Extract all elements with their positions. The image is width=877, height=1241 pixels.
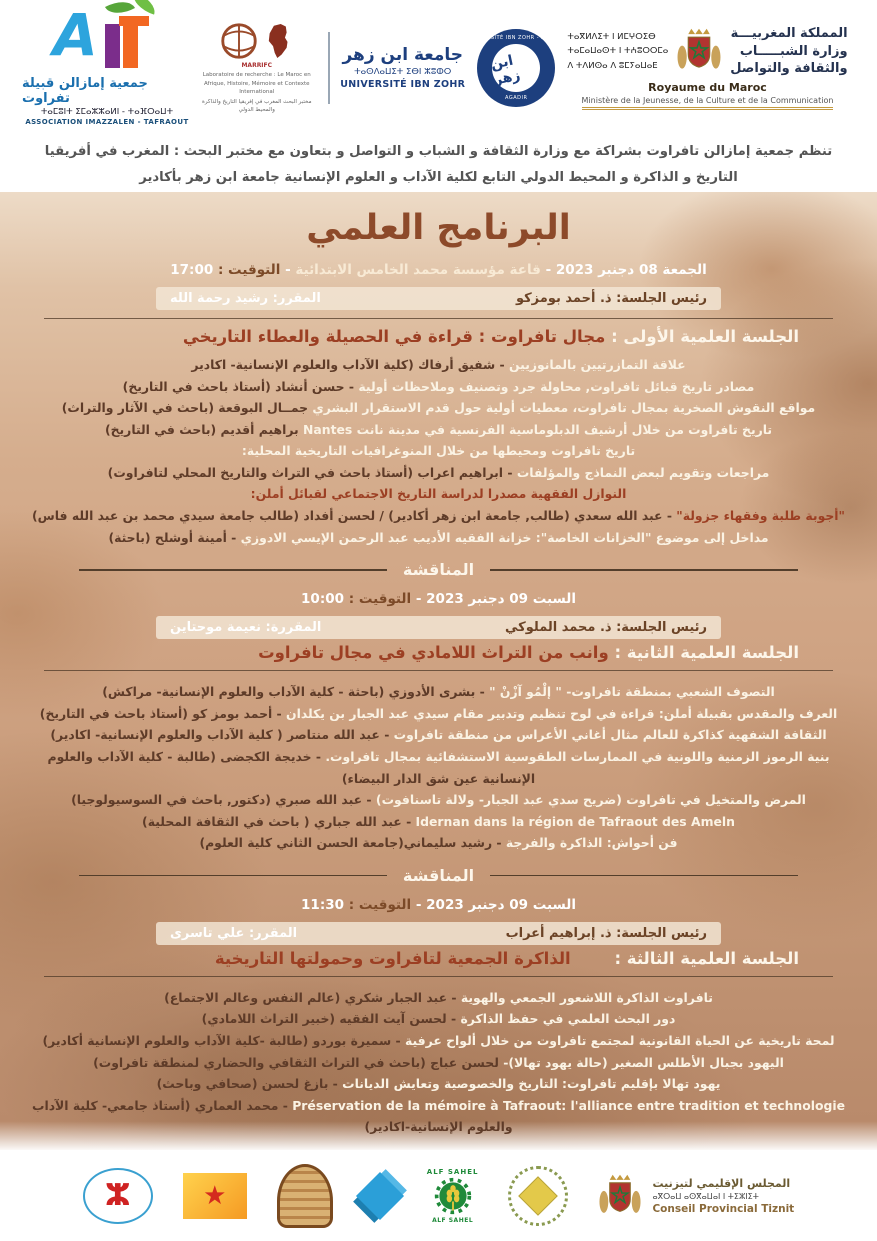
paper-item xyxy=(30,1030,847,1052)
seal-top-text: UNIVERSITÉ IBN ZOHR - AGADIR xyxy=(468,34,564,41)
program-title: البرنامج العلمي xyxy=(306,208,571,248)
ministry-logo-block xyxy=(560,25,855,110)
alf-sahel-bottom-text: ALF SAHEL xyxy=(432,1216,474,1224)
rapporteur-name: رشيد رحمة الله xyxy=(170,291,269,306)
association-name-english: ASSOCIATION IMAZZALEN - TAFRAOUT xyxy=(25,117,189,126)
session-2-title xyxy=(0,643,877,662)
paper-item xyxy=(30,789,847,811)
paper-speaker: جمــال البوقعة (باحث في الآثار والتراث) xyxy=(61,400,309,416)
paper-speaker: - عبد الله صبري (دكتور, باحث في السوسيولوجيا) xyxy=(71,792,372,808)
paper-speaker: - رشيد سليماني(جامعة الحسن الثاني كلية العلوم) xyxy=(199,835,502,851)
paper-item xyxy=(30,505,847,527)
separator-dash: - xyxy=(415,591,422,608)
tiznit-council-logo xyxy=(598,1170,794,1222)
paper-title: مراجعات وتقويم لبعض النماذج والمؤلفات xyxy=(516,464,770,480)
session-1 xyxy=(0,262,877,579)
paper-item xyxy=(30,987,847,1009)
session-1-officials-bar xyxy=(156,287,721,310)
paper-title: Préservation de la mémoire à Tafraout: l'alliance entre tradition et technologie xyxy=(292,1097,845,1113)
paper-item xyxy=(30,419,847,441)
university-seal xyxy=(468,29,564,107)
university-logo-block xyxy=(340,29,564,107)
paper-title: لمحة تاريخية عن الحياة القانونية لمجتمع تافراوت من خلال ألواح عرفية xyxy=(404,1032,835,1048)
program-body xyxy=(0,192,877,1150)
session-2-schedule xyxy=(0,591,877,607)
time-label: التوقيت : xyxy=(348,896,412,913)
red-star-icon: ★ xyxy=(183,1173,247,1219)
discussion-label: المناقشة xyxy=(402,560,475,580)
session-3-officials-bar xyxy=(156,922,721,945)
chair-name: ذ. إبراهيم أعراب xyxy=(505,925,612,941)
amazigh-culture-logo xyxy=(83,1168,153,1224)
emblem-core xyxy=(519,1176,559,1216)
time-label: التوقيت : xyxy=(348,591,412,608)
rapporteur-name: نعيمة موحتاين xyxy=(170,620,261,636)
ministry-arabic-line2: وزارة الشبـــــاب xyxy=(739,43,848,59)
paper-speaker: - عبد الجبار شكري (عالم النفس وعالم الاجتماع) xyxy=(164,989,457,1005)
paper-title: Idernan dans la région de Tafraout des Ameln xyxy=(415,813,735,829)
paper-item xyxy=(30,724,847,746)
paper-speaker: - سميرة بوردو (طالبة -كلية الآداب والعلوم الإنسانية أكادير) xyxy=(42,1032,401,1048)
university-name-tifinagh: ⵜⴰⵙⴷⴰⵡⵉⵜ ⵉⴱⵏ ⵣⵓⵀⵔ xyxy=(354,67,452,77)
rapporteur-label: المقرر: xyxy=(248,925,298,941)
paper-title: تافراوت الذاكرة اللاشعور الجمعي والهوية xyxy=(460,989,713,1005)
chair-label: رئيس الجلسة: xyxy=(616,291,707,306)
session-title-text: الذاكرة الجمعية لتافراوت وحمولتها التاريخية xyxy=(214,948,571,968)
ministry-tifinagh-line3: ⴷ ⵜⴷⵍⵙⴰ ⴷ ⵓⵎⵢⴰⵡⴰⴹ xyxy=(567,60,658,71)
time-label: التوقيت : xyxy=(217,262,281,278)
kingdom-name-french: Royaume du Maroc xyxy=(648,80,767,94)
paper-speaker: - عبد الله جباري ( باحث في الثقافة المحلية) xyxy=(142,813,412,829)
monogram-bar-orange xyxy=(123,24,138,68)
session-date: السبت 09 دجنبر 2023 xyxy=(426,591,576,608)
chair-label: رئيس الجلسة: xyxy=(616,620,707,636)
section-rule xyxy=(44,670,833,671)
association-name-tifinagh: ⵜⴰⵎⵓⵏⵜ ⵉⵎⴰⵣⵣⴰⵍⵏ - ⵜⴰⴼⵔⴰⵡⵜ xyxy=(40,106,174,117)
lab-caption-fr: Laboratoire de recherche : Le Maroc en Afrique, Histoire, Mémoire et Contexte International xyxy=(202,72,311,95)
discussion-divider xyxy=(79,560,798,579)
paper-title: مصادر تاريخ قبائل تافراوت, محاولة جرد وتصنيف وملاحظات أولية xyxy=(358,378,755,394)
ministry-arabic-line1: المملكة المغربيـــة xyxy=(730,26,848,42)
paper-title: تاريخ تافراوت من خلال أرشيف الدبلوماسية الفرنسية في مدينة نانت Nantes xyxy=(303,421,773,437)
seal-calligraphy: ابن زهر xyxy=(488,39,545,96)
lab-acronym: MARRIFC xyxy=(241,62,273,70)
alf-sahel-logo xyxy=(427,1168,479,1224)
rapporteur-name: علي تاسرى xyxy=(170,925,245,941)
paper-title: مداخل إلى موضوع "الخزانات الخاصة": خزانة الفقيه الأديب عبد الرحمن الإيسي الادوزي xyxy=(240,529,769,545)
morocco-coat-of-arms-icon xyxy=(676,25,722,77)
paper-speaker: - بشرى الأدوزي (باحثة - كلية الآداب والعلوم الإنسانية- مراكش) xyxy=(102,684,485,700)
laurel-emblem-logo xyxy=(508,1166,568,1226)
paper-item xyxy=(30,1008,847,1030)
paper-item xyxy=(30,703,847,725)
session-3-schedule xyxy=(0,897,877,913)
paper-speaker: لحسن عباج (باحث في التراث الثقافي والحضاري لمنطقة تافراوت) xyxy=(93,1054,499,1070)
paper-item xyxy=(30,1052,847,1074)
blue-diamond-icon xyxy=(356,1171,404,1219)
paper-item xyxy=(30,832,847,854)
paper-title: اليهود بجبال الأطلس الصغير (حالة يهود تهالا)- xyxy=(503,1054,784,1070)
university-name-french: UNIVERSITÉ IBN ZOHR xyxy=(340,79,466,90)
section-rule xyxy=(44,976,833,977)
session-title-label: الجلسة العلمية الثالثة : xyxy=(614,948,799,968)
separator-dash: - xyxy=(545,262,552,278)
paper-title: "أجوبة طلبة وفقهاء جزولة" xyxy=(676,508,845,524)
ministry-name-french: Ministère de la Jeunesse, de la Culture et de la Communication xyxy=(582,96,834,110)
lab-globe-africa-icon xyxy=(218,20,296,62)
intro-line-1: تنظم جمعية إمازالن تافراوت بشراكة مع وزارة الثقافة و الشباب و التواصل و بتعاون مع مختبر البحث : المغرب في أفريقيا xyxy=(44,144,833,159)
paper-speaker: - خديجة الكجضى (طالبة - كلية الآداب والعلوم الإنسانية عين شق الدار البيضاء) xyxy=(47,748,536,786)
paper-title: فن أحواش: الذاكرة والفرجة xyxy=(505,835,678,851)
paper-title: الثقافة الشفهية كذاكرة للعالم مثال أغاني الأعراس من منطقة تافراوت xyxy=(393,727,827,743)
paper-title: النوازل الفقهية مصدرا لدراسة التاريخ الاجتماعي لقبائل أملن: xyxy=(250,486,627,502)
paper-item xyxy=(30,1095,847,1138)
kasbah-arch-emblem-logo xyxy=(277,1164,333,1228)
council-name-tifinagh: ⴰⴳⵔⴰⵡ ⴰⵙⴳⴰⵡⴰⵏ ⵏ ⵜⵉⵣⵏⵉⵜ xyxy=(652,1191,759,1201)
council-name-french: Conseil Provincial Tiznit xyxy=(652,1202,795,1215)
paper-title: علاقة التمازرتيين بالمانوزيين xyxy=(509,357,686,372)
ministry-arabic-line3: والثقافة والتواصل xyxy=(730,61,848,77)
divider-line xyxy=(490,569,798,571)
paper-item xyxy=(30,746,847,789)
header-logos-band xyxy=(0,0,877,135)
wheat-gear-icon xyxy=(433,1176,473,1216)
header-divider xyxy=(328,32,330,104)
association-logo xyxy=(22,0,192,126)
paper-title: العرف والمقدس بقبيلة أملن: قراءة في لوح تنظيم وتدبير مقام سيدي عبد الجبار بن يكلدان xyxy=(286,705,838,721)
paper-speaker: - محمد العماري (أستاذ جامعي- كلية الآداب والعلوم الإنسانية-اكادير) xyxy=(32,1097,513,1135)
session-title-text: مجال تافراوت : قراءة في الحصيلة والعطاء التاريخي xyxy=(182,327,606,346)
council-name-arabic: المجلس الإقليمي لتيزنيت xyxy=(652,1176,791,1190)
paper-title: دور البحث العلمي في حفظ الذاكرة xyxy=(460,1011,676,1027)
chair-name: ذ. محمد الملوكي xyxy=(505,620,612,636)
publisher-logo xyxy=(363,1171,397,1221)
africa-map-icon xyxy=(262,21,296,61)
paper-item xyxy=(30,354,847,376)
session-1-papers xyxy=(0,352,877,550)
alf-sahel-top-text: ALF SAHEL xyxy=(426,1167,479,1176)
paper-item xyxy=(30,483,847,505)
session-1-title xyxy=(0,327,877,346)
paper-title: المرض والمتخيل في تافراوت (ضريح سدي عبد الجبار- ولالة تاسنافوت) xyxy=(375,792,806,808)
paper-speaker: - شفيق أرفاك (كلية الآداب والعلوم الإنسانية- اكادير xyxy=(191,357,505,372)
monogram-letter-a: A xyxy=(53,0,98,69)
intro-line-2: التاريخ و الذاكرة و المحيط الدولي التابع لكلية الآداب و العلوم الإنسانية جامعة ابن زهر بأكادير xyxy=(139,169,738,185)
session-3-title xyxy=(0,949,877,968)
divider-line xyxy=(79,569,387,571)
paper-speaker: براهيم أقديم (باحث في التاريخ) xyxy=(104,421,299,437)
paper-item xyxy=(30,1073,847,1095)
separator-dash: - xyxy=(415,896,422,913)
divider-line xyxy=(490,875,798,877)
paper-speaker: - أحمد بومز كو (أستاذ باحث في التاريخ) xyxy=(39,705,282,721)
session-title-label: الجلسة العلمية الأولى : xyxy=(611,327,799,346)
session-time: 17:00 xyxy=(170,262,214,278)
paper-title: بنية الرموز الزمنية واللونية في الممارسات الطقوسية الاستشفائية بمجال تافراوت. xyxy=(325,748,830,764)
organizer-intro-paragraph xyxy=(0,135,877,192)
seal-bottom-text: AGADIR xyxy=(505,94,528,101)
rapporteur-label: المقرر: xyxy=(272,291,321,306)
paper-item xyxy=(30,811,847,833)
paper-speaker: - حسن أنشاد (أستاذ باحث في التاريخ) xyxy=(122,378,355,394)
monogram-bar-purple xyxy=(105,24,120,68)
paper-speaker: - عبد الله منتاصر ( كلية الآداب والعلوم الإنسانية- اكادير) xyxy=(50,727,390,743)
session-3 xyxy=(0,897,877,1140)
paper-speaker: - ابراهيم اعراب (أستاذ باحث في التراث والتاريخ المحلي لتافراوت) xyxy=(107,464,513,480)
paper-speaker: - عبد الله سعدي (طالب, جامعة ابن زهر أكادير) / لحسن أفداد (طالب جامعة سيدي محمد بن عبد الله فاس) xyxy=(32,508,672,524)
research-lab-logo xyxy=(197,20,317,114)
discussion-divider xyxy=(79,866,798,885)
session-title-label: الجلسة العلمية الثانية : xyxy=(614,643,799,663)
session-venue: قاعة مؤسسة محمد الخامس الابتدائية xyxy=(295,262,541,278)
globe-icon xyxy=(218,20,260,62)
paper-speaker: - بازغ لحسن (صحافي وباحث) xyxy=(156,1076,338,1092)
paper-item xyxy=(30,440,847,462)
session-date: الجمعة 08 دجنبر 2023 xyxy=(555,262,707,278)
council-coat-of-arms-icon xyxy=(598,1170,642,1222)
paper-item xyxy=(30,681,847,703)
orange-association-logo xyxy=(183,1173,247,1219)
rapporteur-label: المقررة: xyxy=(265,620,322,636)
session-2 xyxy=(0,591,877,885)
separator-dash: - xyxy=(285,262,291,278)
paper-item xyxy=(30,462,847,484)
session-1-schedule xyxy=(0,262,877,278)
university-name-arabic: جامعة ابن زهر xyxy=(342,45,464,65)
monogram-bar-orange-cap xyxy=(119,16,149,26)
session-2-papers xyxy=(0,679,877,856)
paper-speaker: - لحسن آيت الفقيه (خبير التراث اللامادي) xyxy=(201,1011,457,1027)
divider-line xyxy=(79,875,387,877)
lab-caption-ar: مختبر البحث المغرب في إفريقيا التاريخ والذاكرة والمحيط الدولي xyxy=(201,99,312,114)
session-time: 11:30 xyxy=(301,896,345,913)
ministry-tifinagh-line2: ⵜⴰⵎⴰⵡⴰⵙⵜ ⵏ ⵜⵄⵓⵔⵔⵎⴰ xyxy=(567,46,669,57)
session-date: السبت 09 دجنبر 2023 xyxy=(426,896,576,913)
paper-item xyxy=(30,397,847,419)
arch-icon xyxy=(277,1164,333,1228)
paper-title: يهود تهالا بإقليم تافراوت: التاريخ والخصوصية وتعايش الديانات xyxy=(342,1076,721,1092)
ministry-tifinagh-line1: ⵜⴰⴳⵍⴷⵉⵜ ⵏ ⵍⵎⵖⵔⵉⴱ xyxy=(567,31,656,42)
session-time: 10:00 xyxy=(301,591,345,608)
paper-title: مواقع النقوش الصخرية بمجال تافراوت، معطيات أولية حول قدم الاستقرار البشري xyxy=(312,400,816,416)
chair-label: رئيس الجلسة: xyxy=(616,925,707,941)
partner-logos-band xyxy=(0,1150,877,1241)
chair-name: ذ. أحمد بومزكو xyxy=(515,291,612,306)
session-2-officials-bar xyxy=(156,616,721,639)
section-rule xyxy=(44,318,833,319)
laurel-wreath-icon xyxy=(508,1166,568,1226)
paper-item xyxy=(30,527,847,549)
session-title-text: وانب من التراث اللامادي في مجال تافراوت xyxy=(258,643,609,663)
paper-item xyxy=(30,376,847,398)
association-name-arabic: جمعية إمازالن قبيلة تفراوت xyxy=(22,75,148,106)
paper-title: التصوف الشعبي بمنطقة تافراوت- " إلْمُو آزْنْ " xyxy=(489,684,775,700)
paper-title: تاريخ تافراوت ومحيطها من خلال المنوغرافيات التاريخية المحلية: xyxy=(241,443,636,459)
association-monogram xyxy=(47,0,167,72)
session-3-papers xyxy=(0,985,877,1140)
amazigh-yaz-icon: ⵣ xyxy=(83,1168,153,1224)
discussion-label: المناقشة xyxy=(402,865,475,885)
paper-speaker: - أمينة أوشلح (باحثة) xyxy=(108,529,237,545)
